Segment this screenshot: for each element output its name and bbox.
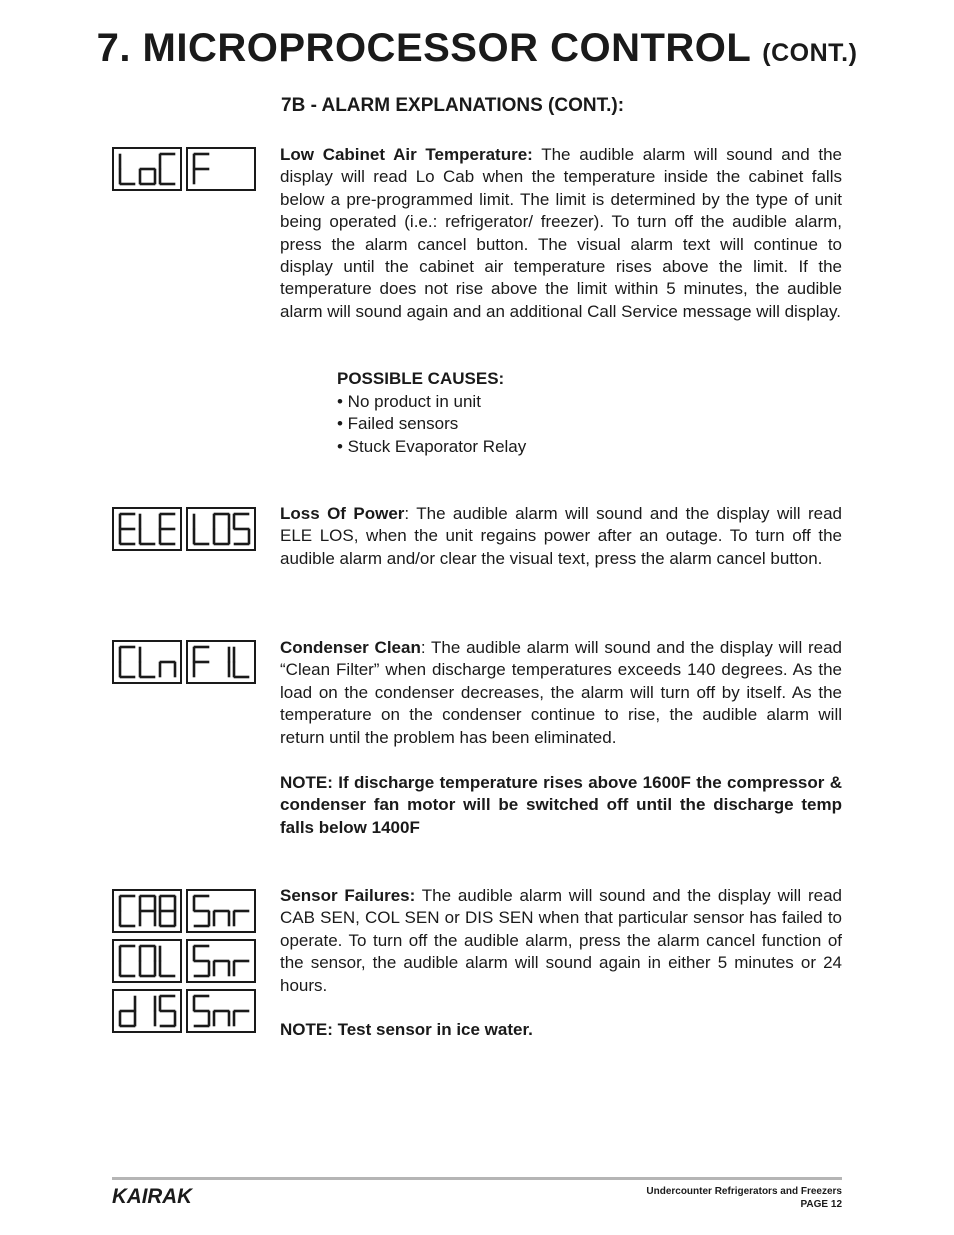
lcd-cell [112, 640, 182, 684]
alarm-sensor-failures [280, 885, 842, 997]
lcd-segments-left [115, 510, 179, 548]
note-sensor: NOTE: Test sensor in ice water. [280, 1020, 533, 1039]
page-title-suffix: (CONT.) [762, 39, 858, 67]
lcd-segments-right [189, 942, 253, 980]
lcd-cell [186, 640, 256, 684]
kairak-logo [112, 1183, 194, 1212]
lcd-cell [186, 889, 256, 933]
kairak-logo-mark [112, 1183, 194, 1207]
footer-doc-title: Undercounter Refrigerators and Freezers [646, 1186, 842, 1197]
lcd-segments-right [189, 150, 253, 188]
lcd-cell [186, 147, 256, 191]
lcd-segments-right [189, 643, 253, 681]
footer-page-number: PAGE 12 [800, 1199, 842, 1210]
alarm-condenser-clean [280, 637, 842, 749]
possible-causes-heading: POSSIBLE CAUSES: [337, 369, 505, 388]
page-title [0, 26, 954, 71]
lcd-cell [112, 989, 182, 1033]
lcd-cell [186, 989, 256, 1033]
alarm-heading: Loss Of Power [280, 504, 405, 523]
possible-cause-item: • No product in unit [337, 391, 481, 411]
lcd-segments-right [189, 892, 253, 930]
lcd-cell [112, 939, 182, 983]
possible-cause-item: • Stuck Evaporator Relay [337, 436, 527, 456]
alarm-heading: Sensor Failures: [280, 886, 416, 905]
lcd-cell [186, 939, 256, 983]
lcd-segments-right [189, 992, 253, 1030]
alarm-text: : The audible alarm will sound and the display will read “Clean Filter” when discharge temperatures exceeds 140 degrees. As the load on the condenser decreases, the alarm will turn off by itself. As the temperature on the condenser continue to rise, the audible alarm will return until the problem has been eliminated. [280, 638, 843, 747]
lcd-segments-left [115, 643, 179, 681]
footer-rule [112, 1177, 842, 1180]
lcd-cell [112, 889, 182, 933]
lcd-segments-left [115, 942, 179, 980]
lcd-segments-left [115, 992, 179, 1030]
page-title-main: 7. MICROPROCESSOR CONTROL [96, 26, 751, 70]
section-heading: 7B - ALARM EXPLANATIONS (CONT.): [281, 95, 625, 116]
lcd-display-locf [112, 147, 256, 191]
lcd-cell [186, 507, 256, 551]
lcd-display-cln-fil [112, 640, 256, 684]
alarm-heading: Condenser Clean [280, 638, 421, 657]
note-condenser: NOTE: If discharge temperature rises above 1600F the compressor & condenser fan motor will be switched off until the discharge temp falls below 1400F [280, 773, 842, 837]
possible-causes [337, 368, 526, 458]
lcd-segments-left [115, 150, 179, 188]
alarm-text: : The audible alarm will sound and the display will read ELE LOS, when the unit regains power after an outage. To turn off the audible alarm and/or clear the visual text, press the alarm cancel button. [280, 504, 843, 568]
alarm-text: The audible alarm will sound and the display will read CAB SEN, COL SEN or DIS SEN when that particular sensor has failed to operate. To turn off the audible alarm, press the alarm cancel function of the sensor, the audible alarm will sound again in either 5 minutes or 24 hours. [280, 886, 842, 995]
possible-cause-item: • Failed sensors [337, 414, 459, 434]
alarm-loss-of-power [280, 503, 842, 570]
alarm-heading: Low Cabinet Air Temperature: [280, 145, 533, 164]
lcd-cell [112, 507, 182, 551]
alarm-text: The audible alarm will sound and the display will read Lo Cab when the temperature inside the cabinet falls below a pre-programmed limit. The limit is determined by the type of unit being operated (i.e.: refrigerator/ freezer). To turn off the audible alarm, press the alarm cancel button. The visual alarm text will continue to display until the cabinet air temperature rises above the limit. If the temperature does not rise above the limit within 5 minutes, the audible alarm will sound again and an additional Call Service message will display. [280, 145, 842, 321]
lcd-display-ele-los [112, 507, 256, 551]
lcd-cell [112, 147, 182, 191]
lcd-segments-left [115, 892, 179, 930]
page-footer [646, 1185, 842, 1211]
lcd-display-dis-snr [112, 989, 256, 1033]
alarm-low-cabinet-air-temperature [280, 144, 842, 323]
lcd-display-cab-snr [112, 889, 256, 933]
lcd-display-col-snr [112, 939, 256, 983]
lcd-segments-right [189, 510, 253, 548]
kairak-logo-text: KAIRAK [112, 1185, 194, 1207]
